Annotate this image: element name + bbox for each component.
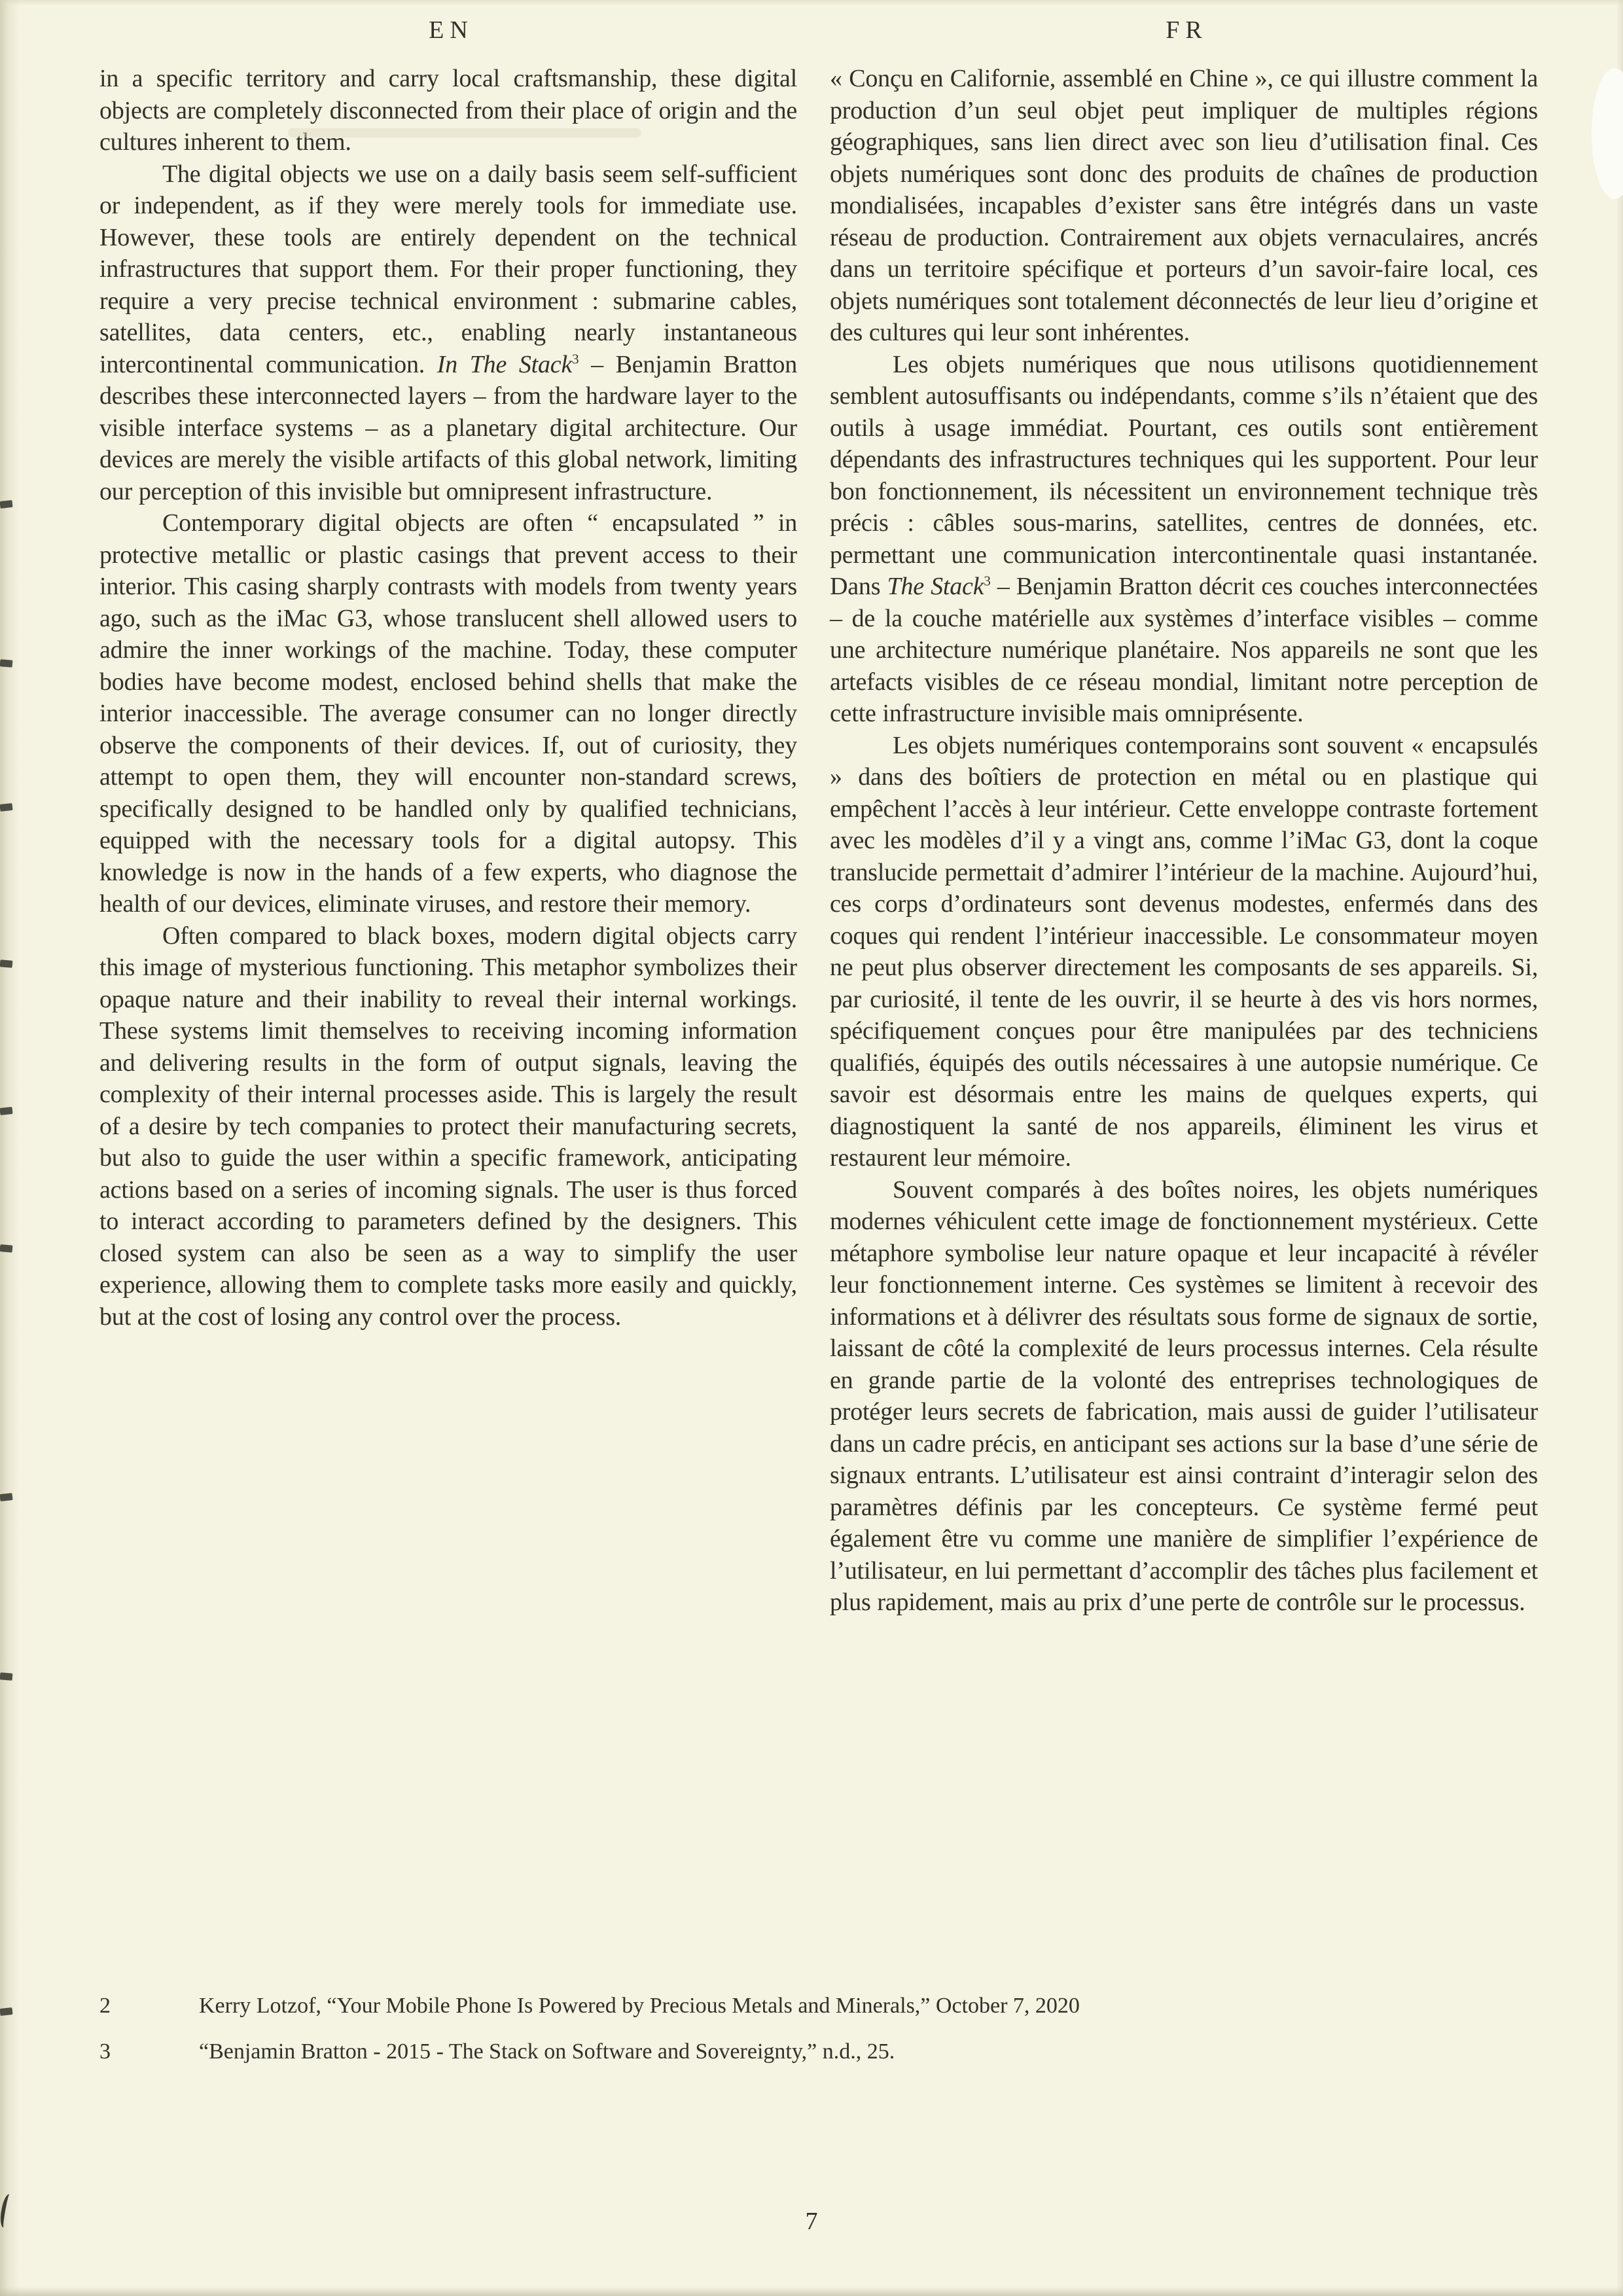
scan-artifact-binding-mark [0,1244,12,1253]
paragraph-en-4 [99,920,797,1333]
footnote-marker-3: 3 [572,350,579,367]
scan-artifact-binding-mark [0,960,12,968]
scan-artifact-corner-highlight [1592,68,1623,199]
paragraph-en-3 [99,507,797,920]
paragraph-fr-1 [830,63,1538,349]
footnote-2-number: 2 [99,1994,111,2018]
scan-artifact-binding-mark [0,659,12,668]
footnote-marker-3-fr: 3 [984,573,991,589]
page-number: 7 [805,2208,818,2235]
paragraph-fr-2 [830,349,1538,730]
paragraph-fr-4-text: Souvent comparés à des boîtes noires, les objets numériques modernes véhiculent cette image de fonctionnement mystérieux. Cette métaphore symbolise leur nature opaque et leur incapacité à révéler leur fonctionnement interne. Ces systèmes se limitent à recevoir des informations et à délivrer des résultats sous forme de signaux de sortie, laissant de côté la complexité de leurs processus internes. Cela résulte en grande partie de la volonté des entreprises technologiques de protéger leurs secrets de fabrication, mais aussi de guider l’utilisateur dans un cadre précis, en anticipant ses actions sur la base d’une série de signaux entrants. L’utilisateur est ainsi contraint d’interagir selon des paramètres définis par les concepteurs. Ce système fermé peut également être vu comme une manière de simplifier l’expérience de l’utilisateur, en lui permettant d’accomplir des tâches plus facilement et plus rapidement, mais au prix d’une perte de contrôle sur le processus. [830,1175,1538,1616]
paragraph-en-2-text-cont: – Benjamin Bratton describes these interconnected layers – from the hardware layer to the visible interface systems – as a planetary digital architecture. Our devices are merely the visible artifacts of this global network, limiting our perception of this invisible but omnipresent infrastructure. [99,350,798,505]
scan-artifact-binding-mark [0,1672,12,1681]
book-title-in-the-stack: In The Stack [437,350,573,378]
book-title-the-stack: The Stack [887,573,984,600]
footnote-2-text: Kerry Lotzof, “Your Mobile Phone Is Powered by Precious Metals and Minerals,” October 7, 2020 [199,1994,1080,2018]
scan-artifact-top-edge-shadow [0,0,1623,5]
scan-artifact-bottom-edge-shadow [0,2287,1623,2296]
paragraph-en-1-text: in a specific territory and carry local craftsmanship, these digital objects are completely disconnected from their place of origin and the cultures inherent to them. [99,65,797,156]
column-french [830,14,1538,1619]
paragraph-en-1 [99,63,797,158]
scan-artifact-binding-mark [0,500,13,509]
scan-artifact-binding-mark [0,1493,13,1501]
paragraph-en-2-text: The digital objects we use on a daily basis seem self-sufficient or independent, as if they were merely tools for immediate use. However, these tools are entirely dependent on the technical infrastructures that support them. For their proper functioning, they require a very precise technical environment : submarine cables, satellites, data centers, etc., enabling nearly instantaneous intercontinental communication. [99,160,797,378]
scan-artifact-right-edge-shadow [1616,0,1623,2296]
footnote-2 [99,1991,1539,2021]
column-header-en: EN [429,16,474,44]
paragraph-fr-2-text: Les objets numériques que nous utilisons quotidiennement semblent autosuffisants ou indépendants, comme s’ils n’étaient que des outils à usage immédiat. Pourtant, ces outils sont entièrement dépendants des infrastructures techniques qui les supportent. Pour leur bon fonctionnement, ils nécessitent un environnement technique très précis : câbles sous-marins, satellites, centres de données, etc. permettant une communication intercontinentale quasi instantanée. Dans [830,350,1538,600]
footnotes-block [99,1991,1539,2083]
footnote-3 [99,2037,1539,2067]
paragraph-en-3-text: Contemporary digital objects are often “ encapsulated ” in protective metallic or plastic casings that prevent access to their interior. This casing sharply contrasts with models from twenty years ago, such as the iMac G3, whose translucent shell allowed users to admire the inner workings of the machine. Today, these computer bodies have become modest, enclosed behind shells that make the interior inaccessible. The average consumer can no longer directly observe the components of their devices. If, out of curiosity, they attempt to open them, they will encounter non-standard screws, specifically designed to be handled only by qualified technicians, equipped with the necessary tools for a digital autopsy. This knowledge is now in the hands of a few experts, who diagnose the health of our devices, eliminate viruses, and restore their memory. [99,509,797,918]
paragraph-fr-3-text: Les objets numériques contemporains sont souvent « encapsulés » dans des boîtiers de protection en métal ou en plastique qui empêchent l’accès à leur intérieur. Cette enveloppe contraste fortement avec les modèles d’il y a vingt ans, comme l’iMac G3, dont la coque translucide permettait d’admirer l’intérieur de la machine. Aujourd’hui, ces corps d’ordinateurs sont devenus modestes, enfermés dans des coques qui rendent l’intérieur inaccessible. Le consommateur moyen ne peut plus observer directement les composants de ses appareils. Si, par curiosité, il tente de les ouvrir, il se heurte à des vis hors normes, spécifiquement conçues pour être manipulées par des techniciens qualifiés, équipés des outils nécessaires à une autopsie numérique. Ce savoir est désormais entre les mains de quelques experts, qui diagnostiquent la santé de nos appareils, éliminent les virus et restaurent leur mémoire. [830,731,1538,1172]
scan-artifact-binding-mark [0,1107,13,1115]
paragraph-fr-4 [830,1174,1538,1619]
footnote-3-text: “Benjamin Bratton - 2015 - The Stack on Software and Sovereignty,” n.d., 25. [199,2039,895,2064]
scan-artifact-smear [288,128,641,137]
paragraph-fr-2-text-cont: – Benjamin Bratton décrit ces couches interconnectées – de la couche matérielle aux systèmes d’interface visibles – comme une architecture numérique planétaire. Nos appareils ne sont que les artefacts visibles de ce réseau mondial, limitant notre perception de cette infrastructure invisible mais omniprésente. [830,573,1538,727]
paragraph-fr-1-text: « Conçu en Californie, assemblé en Chine », ce qui illustre comment la production d’un seul objet peut impliquer de multiples régions géographiques, sans lien direct avec son lieu d’utilisation final. Ces objets numériques sont donc des produits de chaînes de production mondialisées, incapables d’exister sans être intégrés dans un vaste réseau de production. Contrairement aux objets vernaculaires, ancrés dans un territoire spécifique et porteurs d’un savoir-faire local, ces objets numériques sont totalement déconnectés de leur lieu d’origine et des cultures qui leur sont inhérentes. [830,65,1538,346]
paragraph-fr-3 [830,730,1538,1174]
footnote-3-number: 3 [99,2039,111,2064]
scan-artifact-binding-mark [0,803,13,812]
paragraph-en-4-text: Often compared to black boxes, modern digital objects carry this image of mysterious functioning. This metaphor symbolizes their opaque nature and their inability to reveal their internal workings. These systems limit themselves to receiving incoming information and delivering results in the form of output signals, leaving the complexity of their internal processes aside. This is largely the result of a desire by tech companies to protect their manufacturing secrets, but also to guide the user within a specific framework, anticipating actions based on a series of incoming signals. The user is thus forced to interact according to parameters defined by the designers. This closed system can also be seen as a way to simplify the user experience, allowing them to complete tasks more easily and quickly, but at the cost of losing any control over the process. [99,922,797,1331]
column-english [99,14,797,1333]
column-header-fr: FR [1166,16,1208,44]
scan-artifact-left-edge-shadow [0,0,20,2296]
paragraph-en-2 [99,158,797,508]
scan-artifact-binding-mark [0,2007,13,2016]
